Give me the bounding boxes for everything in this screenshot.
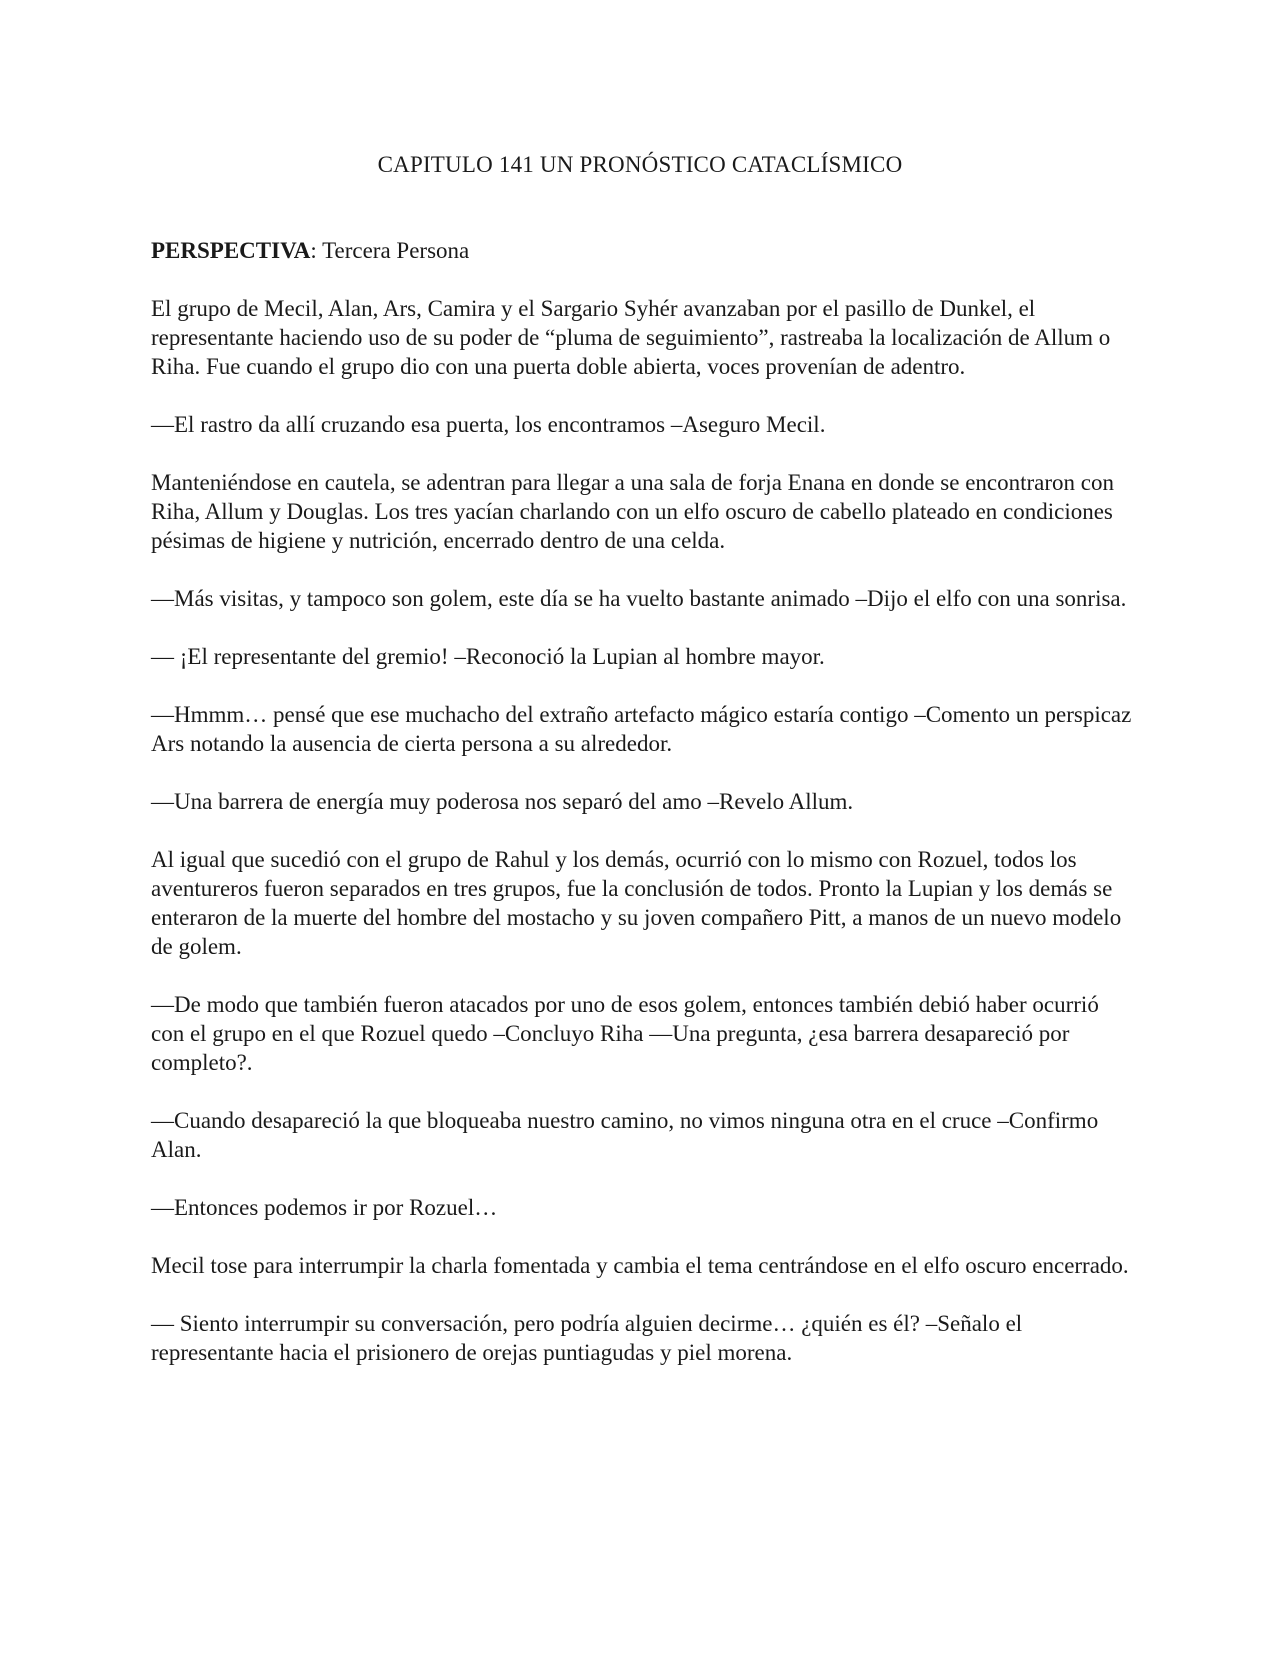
paragraph: Manteniéndose en cautela, se adentran para llegar a una sala de forja Enana en donde se encontraron con Riha, Allum y Douglas. Los tres yacían charlando con un elfo oscuro de cabello plateado en condiciones pésimas de higiene y nutrición, encerrado dentro de una celda. [151,470,1114,553]
paragraph: — ¡El representante del gremio! –Reconoció la Lupian al hombre mayor. [151,644,825,669]
paragraph: —El rastro da allí cruzando esa puerta, los encontramos –Aseguro Mecil. [151,412,826,437]
perspective-value: : Tercera Persona [310,238,470,263]
paragraph: —Entonces podemos ir por Rozuel… [151,1195,498,1220]
paragraph: —Cuando desapareció la que bloqueaba nuestro camino, no vimos ninguna otra en el cruce –Confirmo Alan. [151,1108,1099,1162]
perspective-label: PERSPECTIVA [151,238,311,263]
paragraph: —Más visitas, y tampoco son golem, este día se ha vuelto bastante animado –Dijo el elfo con una sonrisa. [151,586,1127,611]
paragraph: El grupo de Mecil, Alan, Ars, Camira y el Sargario Syhér avanzaban por el pasillo de Dunkel, el representante haciendo uso de su poder de “pluma de seguimiento”, rastreaba la localización de Allum o Riha. Fue cuando el grupo dio con una puerta doble abierta, voces provenían de adentro. [151,296,1111,379]
perspective-line [151,236,1136,265]
paragraph: —Hmmm… pensé que ese muchacho del extraño artefacto mágico estaría contigo –Comento un perspicaz Ars notando la ausencia de cierta persona a su alrededor. [151,702,1132,756]
document-body [151,236,1136,1396]
chapter-title: CAPITULO 141 UN PRONÓSTICO CATACLÍSMICO [377,152,903,177]
paragraph: —De modo que también fueron atacados por uno de esos golem, entonces también debió haber ocurrió con el grupo en el que Rozuel quedo –Concluyo Riha —Una pregunta, ¿esa barrera desapareció por completo?. [151,992,1099,1075]
paragraph: —Una barrera de energía muy poderosa nos separó del amo –Revelo Allum. [151,789,854,814]
paragraph: — Siento interrumpir su conversación, pero podría alguien decirme… ¿quién es él? –Señalo el representante hacia el prisionero de orejas puntiagudas y piel morena. [151,1311,1023,1365]
paragraph: Mecil tose para interrumpir la charla fomentada y cambia el tema centrándose en el elfo oscuro encerrado. [151,1253,1129,1278]
paragraph: Al igual que sucedió con el grupo de Rahul y los demás, ocurrió con lo mismo con Rozuel, todos los aventureros fueron separados en tres grupos, fue la conclusión de todos. Pronto la Lupian y los demás se enteraron de la muerte del hombre del mostacho y su joven compañero Pitt, a manos de un nuevo modelo de golem. [151,847,1122,959]
